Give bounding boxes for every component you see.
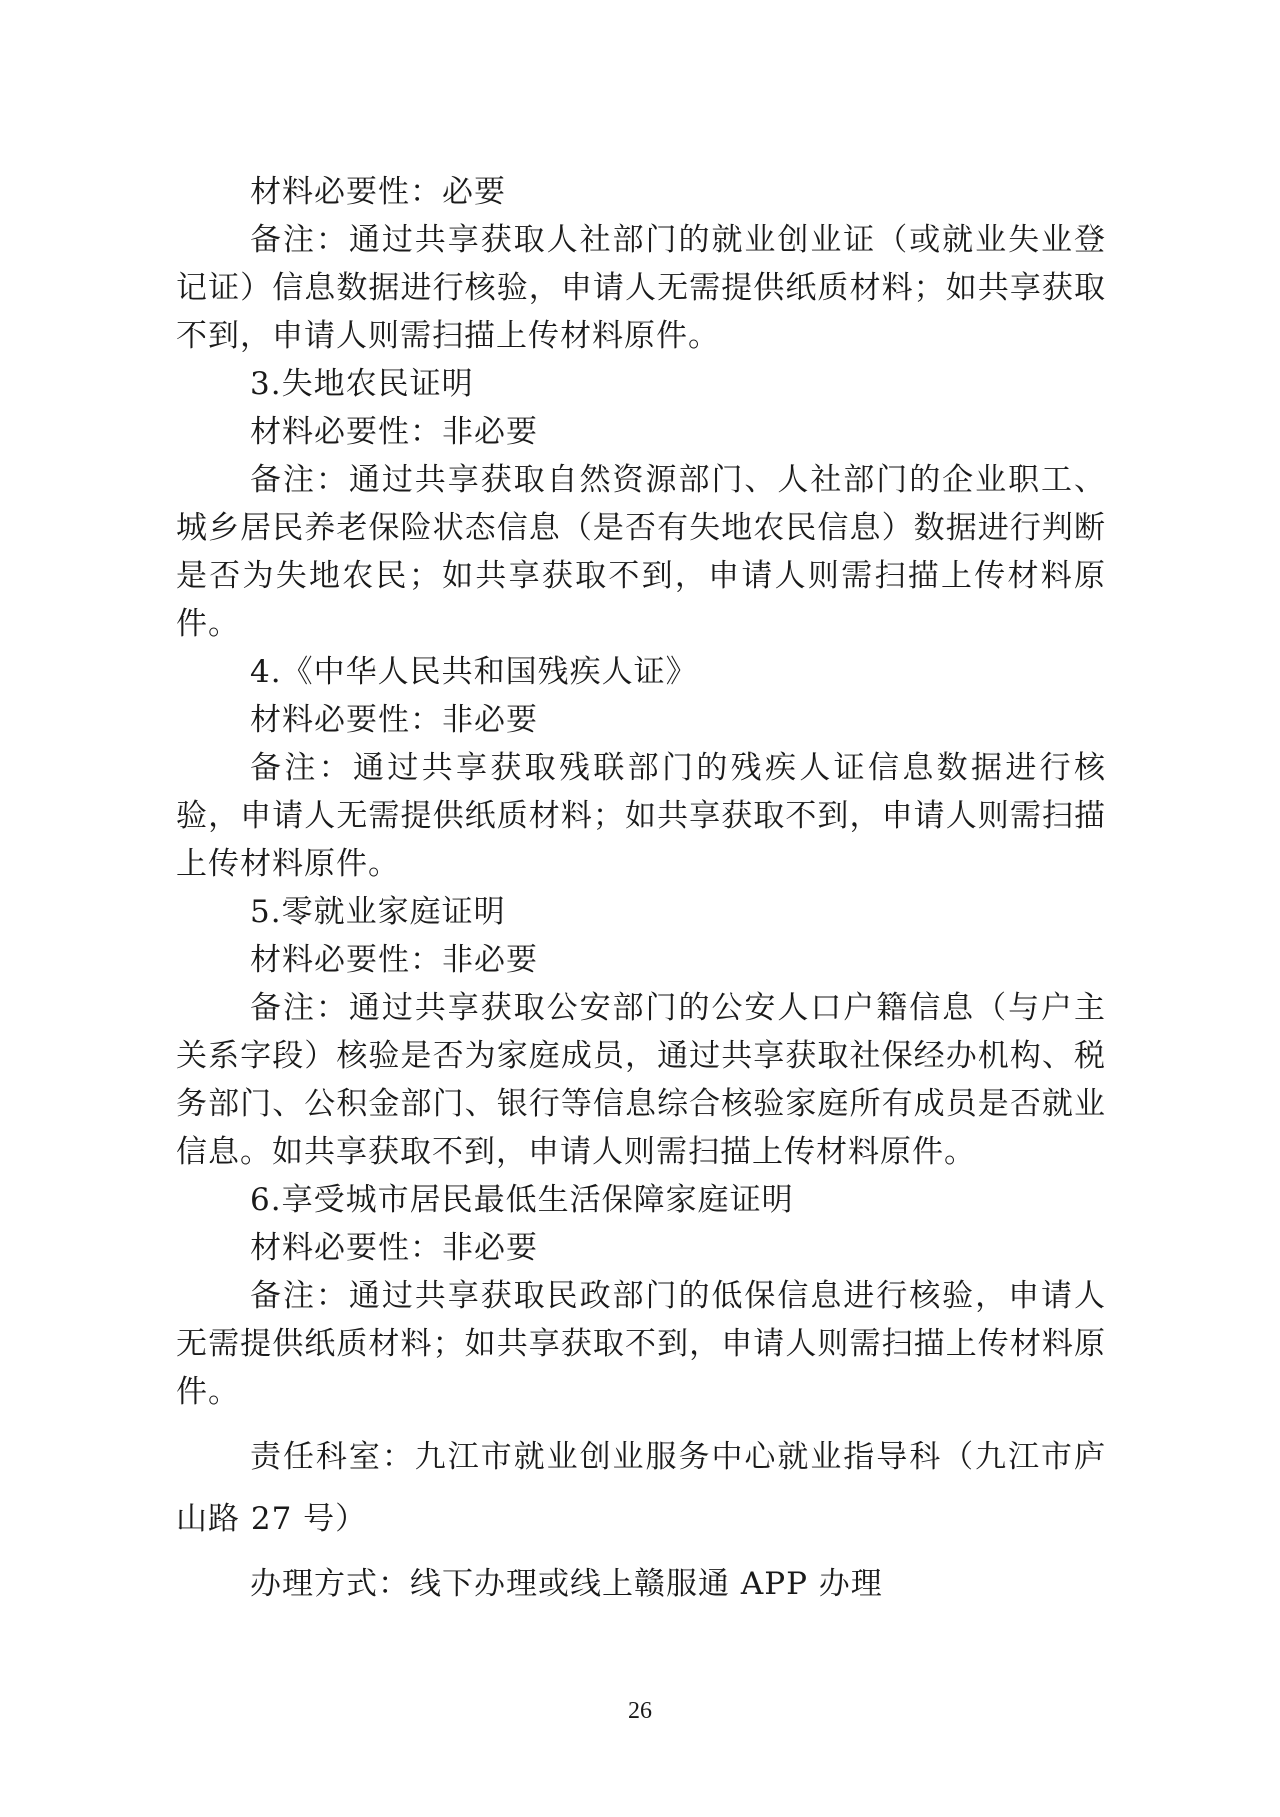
item-heading-5: 5.零就业家庭证明 — [250, 894, 506, 930]
responsible-office: 责任科室：九江市就业创业服务中心就业指导科（九江市庐山路 27 号） — [176, 1439, 1106, 1537]
material-necessity-1: 材料必要性：必要 — [250, 174, 506, 210]
page-number: 26 — [628, 1698, 652, 1724]
material-necessity-3: 材料必要性：非必要 — [250, 414, 538, 450]
item-heading-4: 4.《中华人民共和国残疾人证》 — [250, 654, 698, 690]
material-necessity-5: 材料必要性：非必要 — [250, 942, 538, 978]
note-zero-employment-family: 备注：通过共享获取公安部门的公安人口户籍信息（与户主关系字段）核验是否为家庭成员，通过共享获取社保经办机构、税务部门、公积金部门、银行等信息综合核验家庭所有成员是否就业信息。如共享获取不到，申请人则需扫描上传材料原件。 — [176, 990, 1106, 1170]
item-heading-6: 6.享受城市居民最低生活保障家庭证明 — [250, 1182, 794, 1218]
handling-method: 办理方式：线下办理或线上赣服通 APP 办理 — [250, 1566, 883, 1602]
note-minimum-living-security: 备注：通过共享获取民政部门的低保信息进行核验，申请人无需提供纸质材料；如共享获取不到，申请人则需扫描上传材料原件。 — [176, 1278, 1106, 1410]
item-heading-3: 3.失地农民证明 — [250, 366, 474, 402]
note-disability-certificate: 备注：通过共享获取残联部门的残疾人证信息数据进行核验，申请人无需提供纸质材料；如共享获取不到，申请人则需扫描上传材料原件。 — [176, 750, 1106, 882]
material-necessity-6: 材料必要性：非必要 — [250, 1230, 538, 1266]
note-employment-certificate: 备注：通过共享获取人社部门的就业创业证（或就业失业登记证）信息数据进行核验，申请人无需提供纸质材料；如共享获取不到，申请人则需扫描上传材料原件。 — [176, 222, 1106, 354]
note-landless-farmer: 备注：通过共享获取自然资源部门、人社部门的企业职工、城乡居民养老保险状态信息（是否有失地农民信息）数据进行判断是否为失地农民；如共享获取不到，申请人则需扫描上传材料原件。 — [176, 462, 1106, 642]
material-necessity-4: 材料必要性：非必要 — [250, 702, 538, 738]
document-body — [176, 168, 1106, 1608]
